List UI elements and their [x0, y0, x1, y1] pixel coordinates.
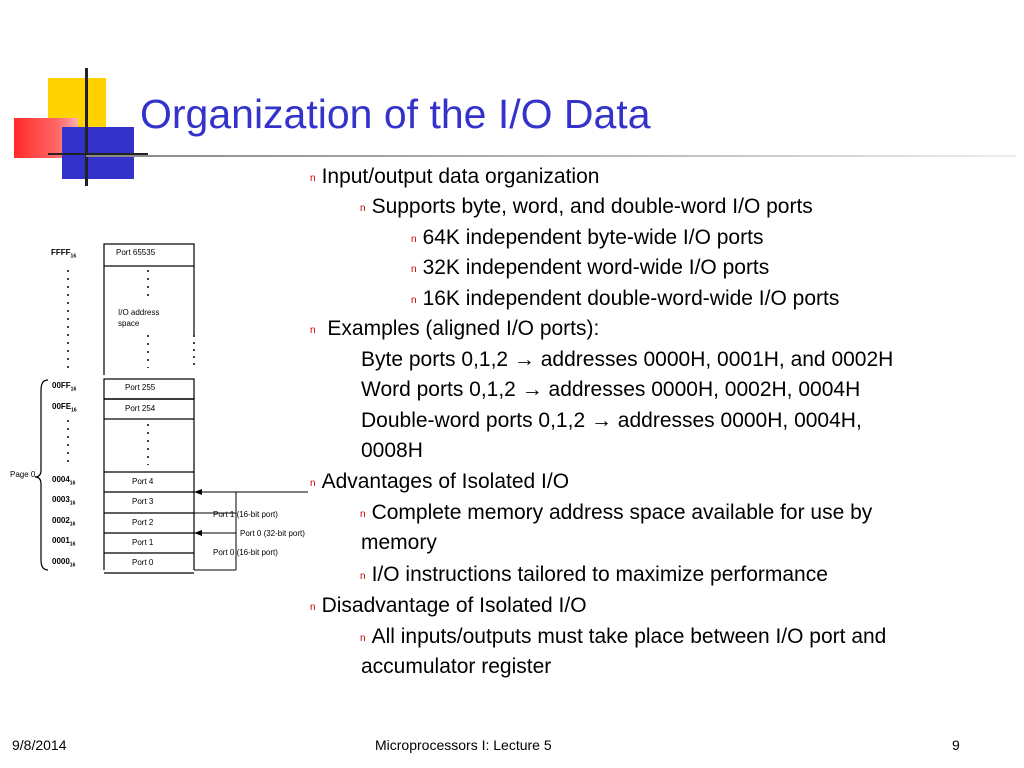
port-65535-label: Port 65535	[116, 248, 156, 257]
bullet-marker: n	[411, 295, 417, 306]
port-4-label: Port 4	[132, 477, 154, 486]
bullet-l2-cont: accumulator register	[361, 655, 552, 678]
bullet-marker: n	[310, 325, 316, 336]
port-1-label: Port 1	[132, 538, 154, 547]
addr-subscript: 16	[69, 541, 76, 548]
bullet-l2	[360, 194, 813, 222]
bullet-text: 32K independent word-wide I/O ports	[422, 256, 770, 279]
bullet-l1	[310, 593, 587, 621]
port0-16bit-label: Port 0 (16-bit port)	[213, 548, 278, 557]
bullet-l1	[310, 316, 599, 344]
footer-date: 9/8/2014	[12, 737, 67, 753]
addr-0003: $0003_{16}$	[52, 495, 76, 507]
bullet-text: 64K independent byte-wide I/O ports	[422, 226, 764, 249]
addr-ffff: $FFFF_{16}$	[51, 248, 77, 260]
logo-vertical-line	[85, 68, 88, 186]
bullet-marker: n	[360, 509, 366, 520]
addr-subscript: 16	[70, 386, 77, 393]
page-0-label: Page 0	[10, 470, 36, 479]
io-space-label-2: space	[118, 319, 140, 328]
example-line: 0008H	[361, 439, 423, 462]
bullet-marker: n	[360, 203, 366, 214]
bullet-text: All inputs/outputs must take place between I/O port and	[371, 625, 887, 648]
io-address-diagram	[8, 240, 308, 580]
bullet-l3	[411, 225, 763, 253]
port-254-label: Port 254	[125, 404, 156, 413]
io-space-label-1: I/O address	[118, 308, 160, 317]
bullet-marker: n	[411, 264, 417, 275]
port0-32bit-label: Port 0 (32-bit port)	[240, 529, 305, 538]
bullet-text: Examples (aligned I/O ports):	[321, 317, 600, 340]
bullet-text: Complete memory address space available for use by	[371, 501, 873, 524]
bullet-marker: n	[310, 173, 316, 184]
addr-0001: $0001_{16}$	[52, 536, 76, 548]
bullet-marker: n	[411, 234, 417, 245]
example-line: Byte ports 0,1,2 → addresses 0000H, 0001H, and 0002H	[361, 348, 894, 371]
addr-0002: $0002_{16}$	[52, 516, 76, 528]
title-underline	[86, 155, 1016, 157]
bullet-l3	[411, 286, 839, 314]
addr-0000: $0000_{16}$	[52, 557, 76, 569]
footer-course: Microprocessors I: Lecture 5	[375, 737, 552, 753]
example-line: Word ports 0,1,2 → addresses 0000H, 0002H, 0004H	[361, 378, 861, 401]
bullet-text: Advantages of Isolated I/O	[321, 470, 570, 493]
addr-subscript: 16	[69, 521, 76, 528]
footer-page-number: 9	[952, 737, 960, 753]
bullet-text: 16K independent double-word-wide I/O ports	[422, 287, 840, 310]
addr-00fe: $00FE_{16}$	[52, 402, 77, 414]
bullet-text: I/O instructions tailored to maximize performance	[371, 563, 828, 586]
port-3-label: Port 3	[132, 497, 154, 506]
bullet-l2	[360, 562, 828, 590]
bullet-marker: n	[360, 633, 366, 644]
addr-subscript: 16	[69, 500, 76, 507]
bullet-l3	[411, 255, 769, 283]
addr-00ff: $00FF_{16}$	[52, 381, 77, 393]
bullet-text: Input/output data organization	[321, 165, 600, 188]
bullet-l2	[360, 624, 886, 652]
addr-subscript: 16	[69, 562, 76, 569]
addr-subscript: 16	[70, 253, 77, 260]
port-0-label: Port 0	[132, 558, 154, 567]
addr-subscript: 16	[71, 407, 77, 414]
bullet-marker: n	[310, 602, 316, 613]
example-line: Double-word ports 0,1,2 → addresses 0000H, 0004H,	[361, 409, 862, 432]
port-2-label: Port 2	[132, 518, 154, 527]
addr-subscript: 16	[69, 480, 76, 487]
bullet-l1	[310, 469, 569, 497]
bullet-marker: n	[310, 478, 316, 489]
bullet-l2-cont: memory	[361, 531, 437, 554]
bullet-marker: n	[360, 571, 366, 582]
slide-title: Organization of the I/O Data	[140, 91, 651, 137]
bullet-l2	[360, 500, 872, 528]
bullet-l1	[310, 164, 599, 192]
port-255-label: Port 255	[125, 383, 156, 392]
port1-16bit-label: Port 1 (16-bit port)	[213, 510, 278, 519]
addr-0004: $0004_{16}$	[52, 475, 76, 487]
bullet-text: Supports byte, word, and double-word I/O ports	[371, 195, 813, 218]
bullet-text: Disadvantage of Isolated I/O	[321, 594, 587, 617]
